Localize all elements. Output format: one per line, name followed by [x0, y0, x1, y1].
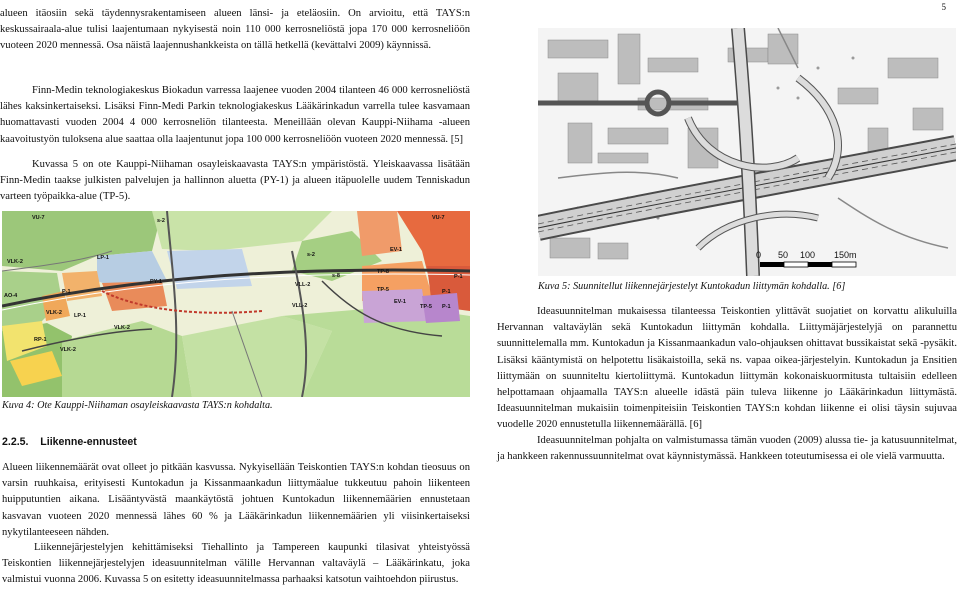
zoning-map-svg: [2, 211, 470, 397]
scale-label: 50: [778, 250, 789, 260]
paragraph-1: alueen itäosiin sekä täydennysrakentamiseen alueen länsi- ja eteläosiin. On arvioitu, että TAYS:n keskussairaala-alue tulisi laajentumaan nykyisestä noin 110 000 kerrosneliöstä jopa 170 000 kerrosneliöön vuoteen 2020 mennessä. Osa näistä laajennushankkeista on tällä hetkellä (kevättalvi 2009) käynnissä.: [0, 8, 470, 52]
figure-4-zoning-map: [2, 211, 470, 397]
paragraph-4: Alueen liikennemäärät ovat olleet jo pitkään kasvussa. Nykyisellään Teiskontien TAYS:n kohdan tieosuus on varsin ruuhkaisa, erityisesti Kuntokadun ja Kissanmaankadun liittymäalue tukkeutuu pahoin liikenteen huipputuntien aikana. Lisääntyvästä maankäytöstä johtuen Kuntokadun liikennemäärien ennustetaan kasvavan vuoteen 2020 mennessä lähes 60 % ja Lääkärinkadun liikennemäärien yli viisinkertaiseksi nykytilanteeseen nähden.: [2, 462, 470, 538]
figure-4-caption: Kuva 4: Ote Kauppi-Niihaman osayleiskaavasta TAYS:n kohdalta.: [2, 400, 273, 411]
paragraph-2: Finn-Medin teknologiakeskus Biokadun varressa laajenee vuoden 2004 tilanteen 46 000 kerrosneliöstä lähes kaksinkertaiseksi. Lisäksi Finn-Medi Parkin teknologiakeskus Lääkärinkadun varrella tulee kasvamaan huomattavasti vuoden 2004 4 000 kerrosneliön tilanteesta. Meneillään olevan Kauppi-Niihama -alueen kaavoitustyön tuloksena alue saattaa olla laajentunut jopa 100 000 kerrosneliöön vuoteen 2020 mennessä. [5]: [0, 85, 470, 145]
scale-label: 0: [756, 250, 762, 260]
zoning-label: s-2: [307, 252, 315, 258]
zoning-label: TP-5: [377, 287, 389, 293]
zoning-label: PY-1: [150, 279, 162, 285]
zoning-label: VU-7: [32, 215, 45, 221]
zoning-label: VLK-2: [7, 259, 23, 265]
road-plan-svg: [538, 28, 956, 276]
zoning-label: s-8: [332, 273, 340, 279]
figure-5-caption: Kuva 5: Suunnitellut liikennejärjestelyt Kuntokadun liittymän kohdalla. [6]: [538, 281, 846, 292]
zoning-label: P-1: [62, 289, 71, 295]
page-number: 5: [941, 2, 946, 12]
zoning-label: TP-8: [377, 269, 389, 275]
zoning-label: AO-4: [4, 293, 18, 299]
scale-label: 150m: [834, 250, 857, 260]
zoning-label: VU-7: [432, 215, 445, 221]
zoning-label: EV-1: [390, 247, 402, 253]
paragraph-6: Ideasuunnitelman mukaisessa tilanteessa Teiskontien ylittävät suojatiet on korvattu alikuluilla Hervannan valtaväylän sekä Kuntokadun liittymän kohdalla. Liittymäjärjestelyjä on parannettu suunnittelemalla mm. Kuntokadun ja Kissanmaankadun valo-ohjauksen ohittavat bussikaistat sekä -pysäkit. Lisäksi kääntymistä on helpotettu lisäkaistoilla, sekä ns. vapaa oikea-järjestelyin. Kuntokadun ja Ensitien liittymään on suunniteltu kiertoliittymä. Kuntokadun liittymän kokonaiskuormitusta tultaisiin edelleen helpottamaan ohjaamalla TAYS:n alueelle idästä päin tuleva liikenne jo Lääkärinkadun liittymästä. Ideasuunnitelman mukaisiin toimenpiteisiin Teiskontien TAYS:n kohdan liikenne ei olisi täysin sujuvaa vuodelle 2020 ennustetulla liikennemäärällä. [6]: [497, 306, 957, 431]
zoning-label: VLK-2: [114, 325, 130, 331]
zoning-label: LP-1: [97, 255, 109, 261]
zoning-label: RP-1: [34, 337, 47, 343]
zoning-label: EV-1: [394, 299, 406, 305]
zoning-label: TP-5: [420, 304, 432, 310]
zoning-label: s-2: [157, 218, 165, 224]
zoning-label: LP-1: [74, 313, 86, 319]
zoning-label: VLL-2: [295, 282, 311, 288]
figure-5-road-plan: [538, 28, 956, 276]
paragraph-5: Liikennejärjestelyjen kehittämiseksi Tiehallinto ja Tampereen kaupunki tilasivat yhteistyössä Teiskontien liikennejärjestelyjen ideasuunnitelman välille Hervannan valtaväylä – Lääkärinkatu, joka valmistui vuonna 2006. Kuvassa 5 on esitetty ideasuunnitelmassa parhaaksi katsotun vaihtoehdon piirustus.: [2, 542, 470, 586]
section-heading: 2.2.5. Liikenne-ennusteet: [2, 436, 137, 448]
zoning-label: VLK-2: [46, 310, 62, 316]
zoning-label: VLL-2: [292, 303, 308, 309]
zoning-label: P-1: [442, 304, 451, 310]
zoning-label: VLK-2: [60, 347, 76, 353]
zoning-label: P-1: [454, 274, 463, 280]
scale-label: 100: [800, 250, 816, 260]
paragraph-3: Kuvassa 5 on ote Kauppi-Niihaman osayleiskaavasta TAYS:n ympäristöstä. Yleiskaavassa lisätään Finn-Medin taakse julkisten palvelujen ja hallinnon aluetta (PY-1) ja alueen itäpuolelle uudem Tenniskadun varteen työpaikka-alue (TP-5).: [0, 159, 470, 203]
zoning-label: P-1: [442, 289, 451, 295]
paragraph-7: Ideasuunnitelman pohjalta on valmistumassa tämän vuoden (2009) alussa tie- ja katusuunnitelmat, ja hankkeen rakennussuunnitelmat ovat käynnistymässä. Hankkeen toteutumisessa ei ole vielä varmuutta.: [497, 435, 957, 463]
